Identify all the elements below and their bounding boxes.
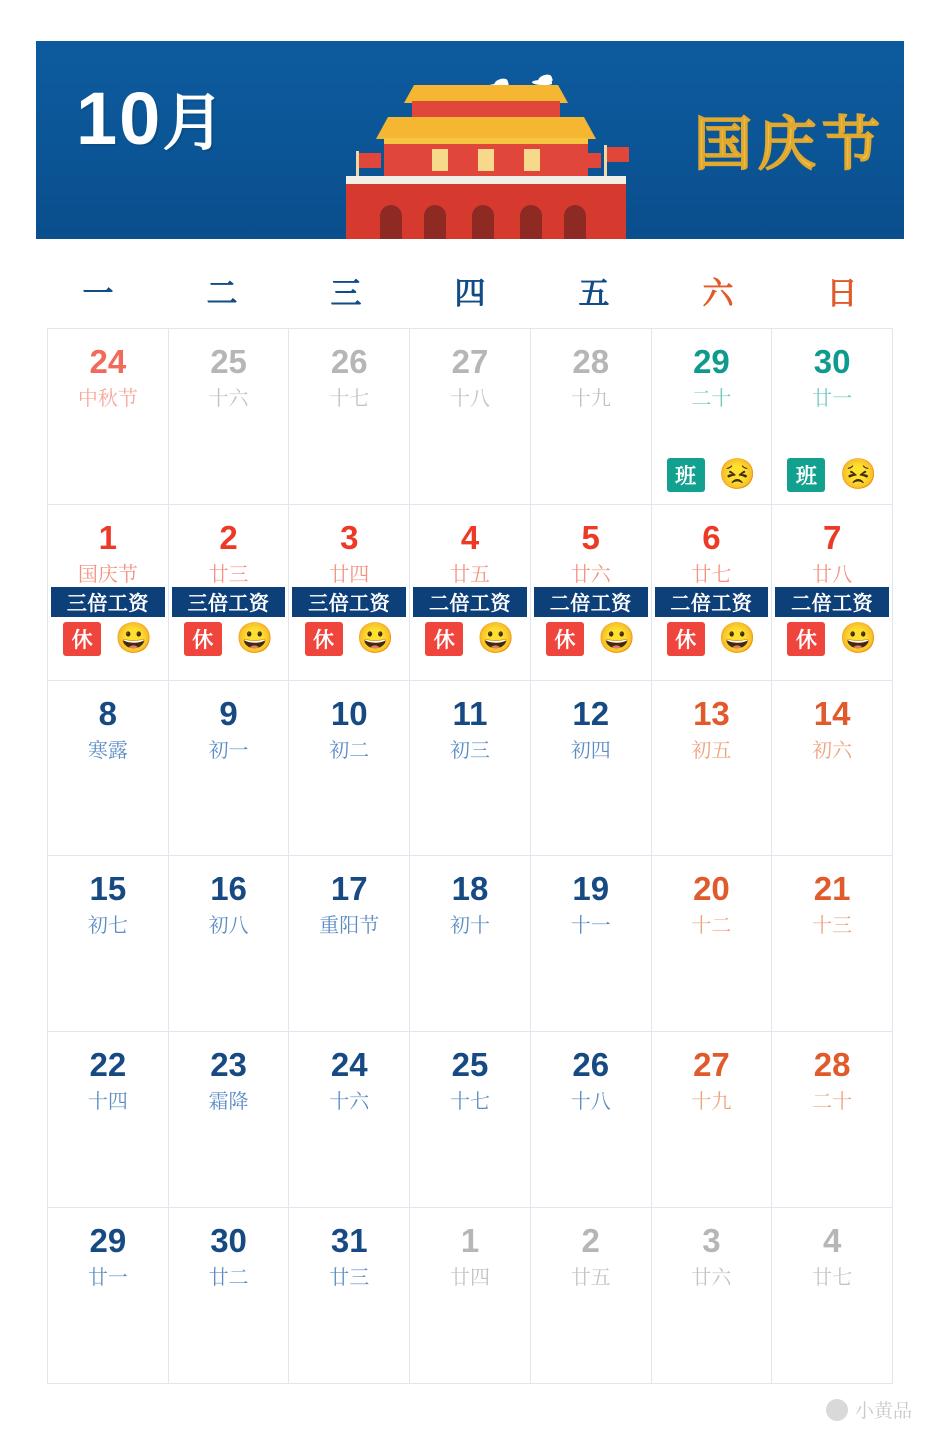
happy-face-icon: 😀 [477, 621, 515, 655]
day-lunar-label: 国庆节 [77, 563, 138, 586]
overtime-pay-badge: 二倍工资 [655, 587, 769, 617]
gate-door [472, 205, 494, 239]
restday-badge: 休 [425, 622, 463, 656]
avatar-dot-icon [826, 1399, 848, 1421]
day-status-row [652, 457, 772, 493]
calendar-day-cell[interactable] [652, 505, 772, 680]
weekday-wed: 三 [330, 275, 362, 311]
month-banner [36, 41, 904, 239]
day-status-row [289, 621, 409, 657]
calendar-day-cell[interactable] [531, 329, 651, 504]
day-number: 18 [451, 870, 489, 908]
calendar-day-cell[interactable] [772, 505, 892, 680]
calendar-day-cell[interactable] [772, 329, 892, 504]
day-lunar-label: 初七 [87, 915, 128, 938]
day-number: 26 [572, 1046, 610, 1084]
day-number: 21 [813, 870, 851, 908]
calendar-day-cell[interactable] [48, 856, 168, 1031]
gate-door [564, 205, 586, 239]
day-number: 19 [572, 870, 610, 908]
weekday-fri: 五 [578, 275, 610, 311]
day-status-row [531, 621, 651, 657]
day-lunar-label: 二十 [812, 1091, 853, 1114]
calendar-day-cell[interactable] [531, 1032, 651, 1207]
calendar-day-cell[interactable] [652, 856, 772, 1031]
day-number: 29 [89, 1222, 127, 1260]
overtime-pay-badge: 二倍工资 [413, 587, 527, 617]
day-lunar-label: 二十 [691, 388, 732, 410]
day-lunar-label: 十四 [87, 1091, 128, 1114]
day-lunar-label: 廿四 [329, 563, 370, 586]
gate-roof-lower [376, 117, 596, 139]
calendar-day-cell[interactable] [289, 681, 409, 856]
day-lunar-label: 廿六 [570, 563, 611, 586]
day-number: 8 [98, 694, 118, 732]
calendar-day-cell[interactable] [289, 1208, 409, 1383]
weekday-tue: 二 [206, 275, 238, 311]
calendar-day-cell[interactable] [289, 856, 409, 1031]
calendar-day-cell[interactable] [410, 681, 530, 856]
gate-door [380, 205, 402, 239]
day-number: 11 [452, 694, 488, 732]
calendar-day-cell[interactable] [410, 1208, 530, 1383]
day-lunar-label: 十六 [208, 388, 249, 410]
day-lunar-label: 中秋节 [77, 388, 138, 410]
calendar-grid [47, 328, 893, 1384]
day-lunar-label: 廿一 [812, 388, 853, 410]
gate-base-trim [346, 176, 626, 184]
day-lunar-label: 初五 [691, 739, 732, 762]
day-number: 3 [702, 1222, 721, 1260]
gate-window [524, 149, 540, 171]
day-lunar-label: 初二 [329, 739, 370, 762]
day-number: 4 [822, 1222, 842, 1260]
restday-badge: 休 [667, 622, 705, 656]
happy-face-icon: 😀 [718, 621, 757, 655]
day-status-row [652, 621, 772, 657]
day-lunar-label: 初十 [449, 915, 490, 938]
happy-face-icon: 😀 [839, 621, 877, 655]
day-lunar-label: 初一 [208, 739, 249, 762]
day-lunar-label: 廿七 [691, 563, 732, 586]
day-number: 1 [460, 1222, 480, 1260]
calendar-day-cell[interactable] [289, 505, 409, 680]
day-lunar-label: 十二 [691, 915, 732, 938]
day-lunar-label: 十一 [570, 915, 611, 938]
overtime-pay-badge: 三倍工资 [172, 587, 286, 617]
day-lunar-label: 廿三 [208, 563, 249, 586]
calendar-day-cell[interactable] [531, 856, 651, 1031]
sad-face-icon: 😣 [718, 458, 757, 491]
day-number: 27 [451, 343, 489, 380]
happy-face-icon: 😀 [598, 621, 636, 655]
day-number: 20 [693, 870, 730, 908]
day-number: 31 [330, 1222, 368, 1260]
calendar-day-cell[interactable] [531, 505, 651, 680]
weekday-mon: 一 [82, 275, 114, 311]
day-lunar-label: 十八 [570, 1091, 611, 1114]
day-number: 26 [330, 343, 368, 380]
day-lunar-label: 初六 [812, 739, 853, 762]
month-number: 10 [76, 77, 163, 160]
day-number: 13 [693, 694, 730, 732]
gate-window [478, 149, 494, 171]
day-lunar-label: 十九 [570, 388, 611, 410]
restday-badge: 休 [305, 622, 343, 656]
calendar-day-cell[interactable] [652, 1032, 772, 1207]
calendar-day-cell[interactable] [531, 681, 651, 856]
day-lunar-label: 寒露 [87, 739, 128, 762]
day-number: 23 [210, 1046, 247, 1084]
day-number: 24 [330, 1046, 368, 1084]
day-status-row [772, 621, 892, 657]
day-lunar-label: 初三 [449, 739, 490, 762]
weekday-header [36, 255, 904, 325]
day-status-row [410, 621, 530, 657]
overtime-pay-badge: 二倍工资 [534, 587, 648, 617]
day-number: 25 [210, 343, 247, 380]
day-number: 7 [822, 518, 842, 556]
day-lunar-label: 十九 [691, 1091, 732, 1114]
day-number: 22 [89, 1046, 127, 1084]
calendar-day-cell[interactable] [169, 856, 289, 1031]
day-number: 2 [219, 518, 238, 556]
day-lunar-label: 廿三 [329, 1267, 370, 1290]
workday-badge: 班 [787, 458, 825, 492]
calendar-day-cell[interactable] [289, 329, 409, 504]
day-number: 24 [89, 343, 127, 380]
day-lunar-label: 十八 [449, 388, 490, 410]
calendar-day-cell[interactable] [169, 1032, 289, 1207]
calendar-day-cell[interactable] [652, 1208, 772, 1383]
restday-badge: 休 [63, 622, 101, 656]
calendar-day-cell[interactable] [772, 856, 892, 1031]
calendar-day-cell[interactable] [169, 329, 289, 504]
watermark [826, 1396, 912, 1423]
day-status-row [48, 621, 168, 657]
day-number: 17 [330, 870, 368, 908]
day-number: 30 [813, 343, 851, 380]
calendar-day-cell[interactable] [410, 1032, 530, 1207]
day-lunar-label: 十七 [329, 388, 370, 410]
day-status-row [169, 621, 289, 657]
tiananmen-icon [336, 79, 636, 239]
workday-badge: 班 [667, 458, 705, 492]
calendar-day-cell[interactable] [169, 681, 289, 856]
calendar-day-cell[interactable] [48, 329, 168, 504]
weekday-sat: 六 [702, 275, 734, 311]
day-number: 12 [572, 694, 610, 732]
day-number: 29 [693, 343, 730, 380]
gate-door [424, 205, 446, 239]
day-number: 28 [572, 343, 610, 380]
day-number: 5 [581, 518, 600, 556]
day-number: 4 [460, 518, 480, 556]
day-number: 9 [219, 694, 238, 732]
day-number: 2 [581, 1222, 600, 1260]
calendar-day-cell[interactable] [531, 1208, 651, 1383]
day-lunar-label: 初八 [208, 915, 249, 938]
day-lunar-label: 廿五 [449, 563, 490, 586]
sad-face-icon: 😣 [839, 458, 877, 491]
page-title [76, 77, 227, 160]
calendar-day-cell[interactable] [169, 505, 289, 680]
restday-badge: 休 [787, 622, 825, 656]
day-lunar-label: 重阳节 [319, 915, 380, 938]
calendar-day-cell[interactable] [772, 681, 892, 856]
day-lunar-label: 廿八 [812, 563, 853, 586]
calendar-day-cell[interactable] [48, 1032, 168, 1207]
day-number: 28 [813, 1046, 851, 1084]
day-number: 30 [210, 1222, 247, 1260]
calendar-day-cell[interactable] [169, 1208, 289, 1383]
calendar-day-cell[interactable] [772, 1032, 892, 1207]
day-lunar-label: 十六 [329, 1091, 370, 1114]
restday-badge: 休 [184, 622, 222, 656]
day-number: 25 [451, 1046, 489, 1084]
day-lunar-label: 廿四 [449, 1267, 490, 1290]
day-lunar-label: 十三 [812, 915, 853, 938]
weekday-sun: 日 [826, 275, 858, 311]
gate-window [432, 149, 448, 171]
day-lunar-label: 廿二 [208, 1267, 249, 1290]
day-lunar-label: 霜降 [208, 1091, 249, 1114]
gate-door [520, 205, 542, 239]
happy-face-icon: 😀 [235, 621, 274, 655]
day-lunar-label: 廿一 [87, 1267, 128, 1290]
calendar-day-cell[interactable] [48, 505, 168, 680]
day-number: 10 [330, 694, 368, 732]
weekday-thu: 四 [454, 275, 486, 311]
day-number: 6 [702, 518, 721, 556]
restday-badge: 休 [546, 622, 584, 656]
calendar-day-cell[interactable] [652, 329, 772, 504]
day-lunar-label: 廿五 [570, 1267, 611, 1290]
calendar-day-cell[interactable] [772, 1208, 892, 1383]
day-number: 3 [340, 518, 359, 556]
watermark-label: 小黄品 [854, 1401, 912, 1422]
day-lunar-label: 初四 [570, 739, 611, 762]
day-lunar-label: 廿六 [691, 1267, 732, 1290]
calendar-day-cell[interactable] [410, 856, 530, 1031]
day-lunar-label: 廿七 [812, 1267, 853, 1290]
day-number: 16 [210, 870, 247, 908]
day-number: 27 [693, 1046, 730, 1084]
happy-face-icon: 😀 [356, 621, 395, 655]
day-number: 15 [89, 870, 127, 908]
happy-face-icon: 😀 [115, 621, 153, 655]
calendar-day-cell[interactable] [289, 1032, 409, 1207]
overtime-pay-badge: 三倍工资 [292, 587, 406, 617]
festival-name: 国庆节 [693, 112, 886, 177]
overtime-pay-badge: 三倍工资 [51, 587, 165, 617]
day-status-row [772, 457, 892, 493]
calendar-day-cell[interactable] [410, 505, 530, 680]
overtime-pay-badge: 二倍工资 [775, 587, 889, 617]
day-number: 14 [813, 694, 851, 732]
calendar-day-cell[interactable] [652, 681, 772, 856]
calendar-day-cell[interactable] [48, 681, 168, 856]
calendar-day-cell[interactable] [48, 1208, 168, 1383]
month-character: 月 [162, 89, 227, 158]
calendar-day-cell[interactable] [410, 329, 530, 504]
day-number: 1 [98, 518, 118, 556]
day-lunar-label: 十七 [449, 1091, 490, 1114]
